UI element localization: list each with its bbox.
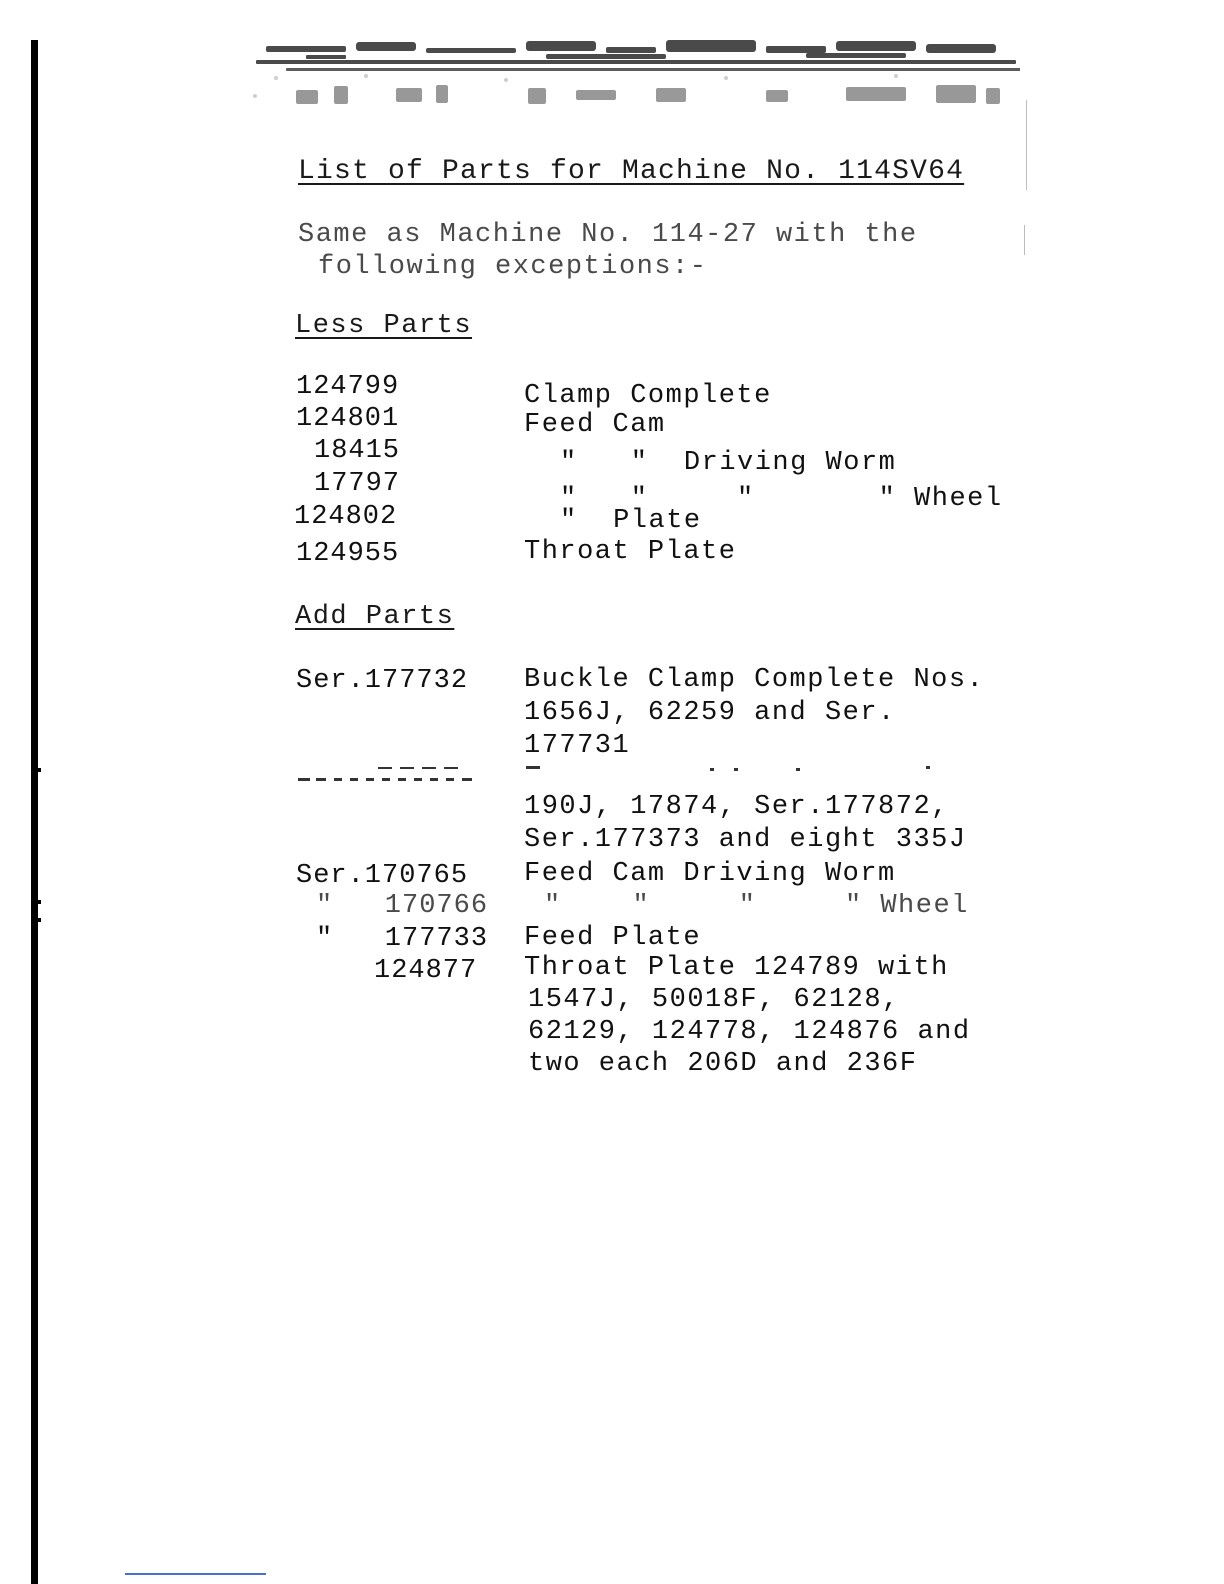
margin-notch <box>31 768 41 772</box>
part-number: 124955 <box>296 539 400 569</box>
footer-rule <box>125 1573 266 1575</box>
part-description-line: " " " " Wheel <box>544 893 969 917</box>
part-description-line: 177731 <box>524 731 631 761</box>
margin-notch <box>31 918 41 922</box>
left-margin-bar <box>31 40 38 1584</box>
right-edge-mark <box>1026 100 1027 190</box>
part-description-line: 62129, 124778, 124876 and <box>528 1017 971 1047</box>
part-description-line: 190J, 17874, Ser.177872, <box>524 792 949 822</box>
part-number: 124802 <box>294 502 398 532</box>
margin-notch <box>31 900 41 904</box>
part-number: " 177733 <box>316 924 489 954</box>
part-number: 124877 <box>374 956 478 986</box>
intro-line: Same as Machine No. 114-27 with the <box>298 220 918 250</box>
right-edge-mark <box>1024 225 1025 255</box>
part-description: Feed Cam <box>524 410 666 440</box>
part-description-line: Buckle Clamp Complete Nos. <box>524 665 985 695</box>
part-number: " 170766 <box>316 893 489 917</box>
part-number: Ser.170765 <box>296 861 469 891</box>
add-parts-heading: Add Parts <box>295 602 455 632</box>
part-number: Ser.177732 <box>296 666 469 696</box>
faded-row <box>290 893 1010 917</box>
part-number: 18415 <box>314 436 401 466</box>
part-description: Throat Plate <box>524 537 737 567</box>
illegible-cut-row <box>290 760 1010 782</box>
part-description-line: two each 206D and 236F <box>528 1049 918 1079</box>
part-description-line: Feed Plate <box>524 923 702 953</box>
less-parts-heading: Less Parts <box>295 311 473 341</box>
part-description: " " Driving Worm <box>560 448 897 478</box>
part-description-line: 1547J, 50018F, 62128, <box>528 985 900 1015</box>
part-description: " Plate <box>560 506 702 536</box>
part-number: 124799 <box>296 372 400 402</box>
intro-line: following exceptions:- <box>318 252 708 282</box>
document-title: List of Parts for Machine No. 114SV64 <box>298 156 965 187</box>
part-number: 17797 <box>314 469 401 499</box>
smudged-letterhead <box>246 38 1020 118</box>
part-description-line: Throat Plate 124789 with <box>524 953 949 983</box>
part-description: Clamp Complete <box>524 381 772 411</box>
part-description-line: 1656J, 62259 and Ser. <box>524 698 896 728</box>
part-description: " " " " Wheel <box>560 484 1003 514</box>
part-description-line: Feed Cam Driving Worm <box>524 859 896 889</box>
part-description-line: Ser.177373 and eight 335J <box>524 825 967 855</box>
part-number: 124801 <box>296 404 400 434</box>
